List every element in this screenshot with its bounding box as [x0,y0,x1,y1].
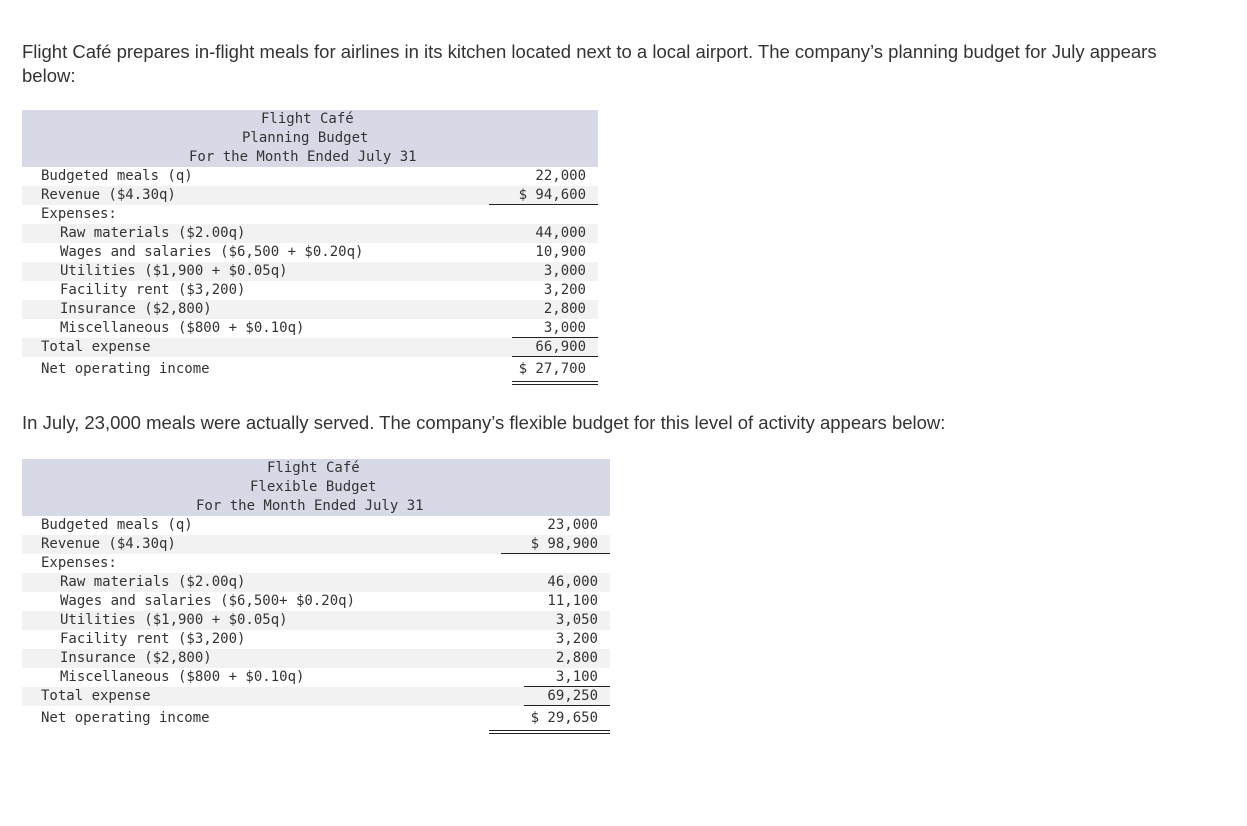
company-name: Flight Café [261,111,354,127]
row-label: Insurance ($2,800) [60,650,212,666]
row-label: Utilities ($1,900 + $0.05q) [60,263,288,279]
row-value: 2,800 [543,301,586,317]
intro-paragraph: Flight Café prepares in-flight meals for airlines in its kitchen located next to a local airport. The company’s planning budget for July appears below: [22,41,1157,86]
row-value: 11,100 [547,593,598,609]
row-value: $ 29,650 [530,710,598,726]
double-underline [489,730,610,734]
row-label: Facility rent ($3,200) [60,282,246,298]
row-label: Miscellaneous ($800 + $0.10q) [60,669,305,685]
row-value: 10,900 [535,244,586,260]
row-label: Raw materials ($2.00q) [60,574,246,590]
row-label: Wages and salaries ($6,500 + $0.20q) [60,244,364,260]
row-value: 3,000 [543,320,586,336]
row-value: $ 98,900 [530,536,598,552]
row-value: 66,900 [535,339,586,355]
row-label: Total expense [41,339,151,355]
row-value: 69,250 [547,688,598,704]
planning-budget-table [22,110,598,381]
table-period: For the Month Ended July 31 [189,149,417,165]
table-row [22,649,610,668]
row-label: Budgeted meals (q) [41,168,193,184]
row-label: Utilities ($1,900 + $0.05q) [60,612,288,628]
table-header [22,110,598,167]
flexible-budget-table [22,459,610,730]
row-label: Total expense [41,688,151,704]
table-row [22,262,598,281]
table-row [22,357,598,381]
row-value: $ 27,700 [518,361,586,377]
double-underline [512,381,598,385]
row-label: Revenue ($4.30q) [41,187,176,203]
table-header [22,459,610,516]
table-row [22,554,610,573]
row-label: Expenses: [41,206,117,222]
table-row [22,167,598,186]
table-row [22,205,598,224]
row-value: 3,100 [555,669,598,685]
row-value: 3,000 [543,263,586,279]
row-label: Raw materials ($2.00q) [60,225,246,241]
table-row [22,243,598,262]
table-row [22,535,610,554]
table-row [22,592,610,611]
table-period: For the Month Ended July 31 [196,498,424,514]
row-value: 3,050 [555,612,598,628]
table-title: Flexible Budget [250,479,377,495]
table-row [22,338,598,357]
flexible-budget-paragraph: In July, 23,000 meals were actually served. The company’s flexible budget for this level of activity appears below: [22,412,946,433]
table-row [22,611,610,630]
row-value: 2,800 [555,650,598,666]
row-label: Insurance ($2,800) [60,301,212,317]
table-row [22,300,598,319]
table-row [22,186,598,205]
table-row [22,281,598,300]
row-value: 46,000 [547,574,598,590]
row-value: 23,000 [547,517,598,533]
table-row [22,706,610,730]
row-label: Budgeted meals (q) [41,517,193,533]
row-value: 3,200 [555,631,598,647]
row-value: 22,000 [535,168,586,184]
row-value: $ 94,600 [518,187,586,203]
table-row [22,687,610,706]
table-row [22,630,610,649]
row-value: 44,000 [535,225,586,241]
row-label: Net operating income [41,710,210,726]
row-label: Facility rent ($3,200) [60,631,246,647]
row-label: Wages and salaries ($6,500+ $0.20q) [60,593,356,609]
row-label: Net operating income [41,361,210,377]
table-row [22,516,610,535]
table-title: Planning Budget [242,130,369,146]
row-value: 3,200 [543,282,586,298]
row-label: Revenue ($4.30q) [41,536,176,552]
table-row [22,319,598,338]
row-label: Miscellaneous ($800 + $0.10q) [60,320,305,336]
row-label: Expenses: [41,555,117,571]
company-name: Flight Café [267,460,360,476]
table-row [22,573,610,592]
table-row [22,668,610,687]
table-row [22,224,598,243]
